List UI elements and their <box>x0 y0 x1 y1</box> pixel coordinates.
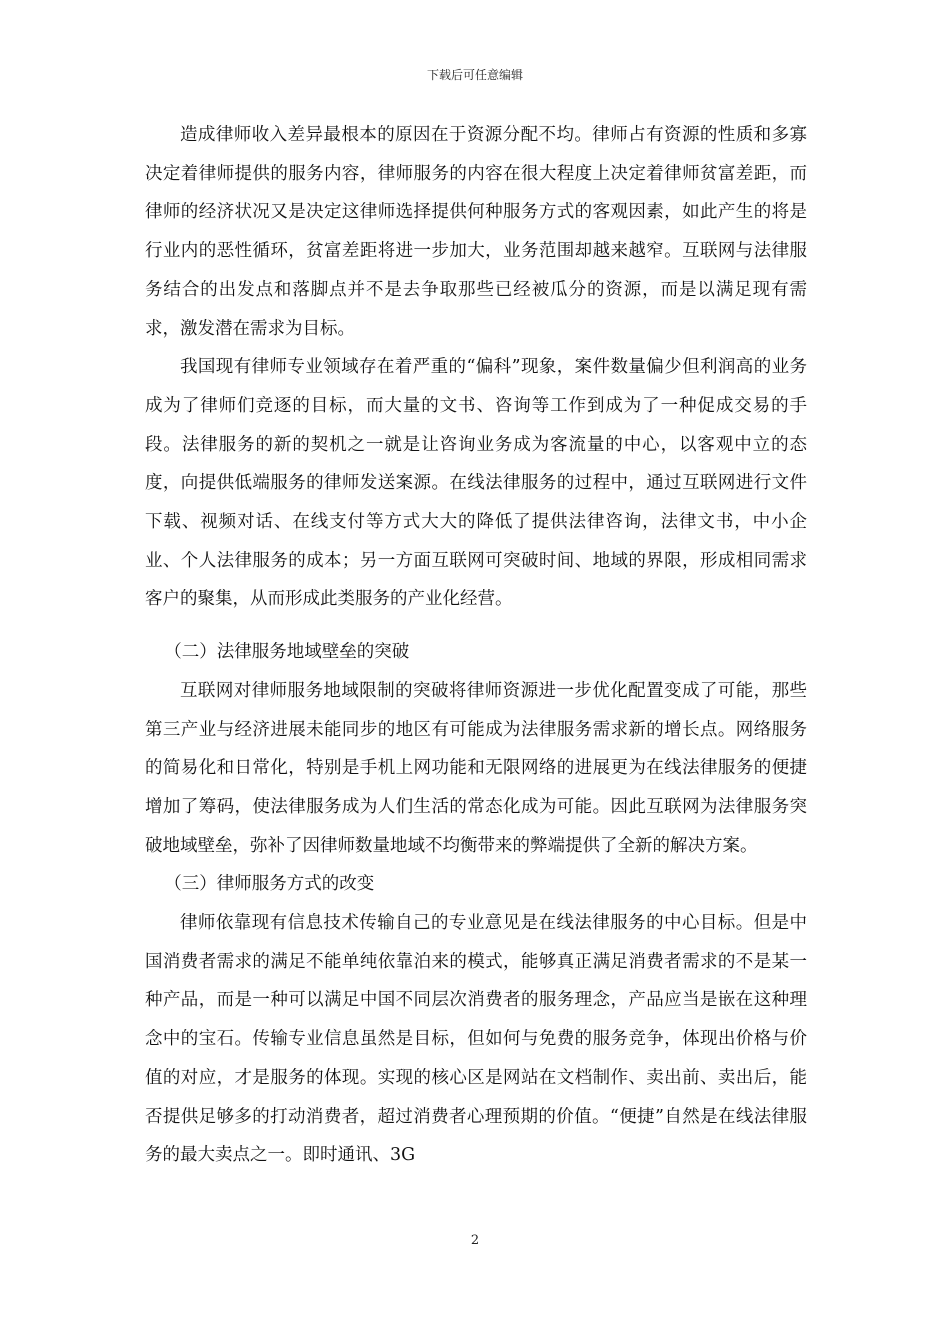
section-heading-regional-barriers: （二）法律服务地域壁垒的突破 <box>164 642 410 663</box>
paragraph-service-mode: 律师依靠现有信息技术传输自己的专业意见是在线法律服务的中心目标。但是中国消费者需求的满足不能单纯依靠泊来的模式，能够真正满足消费者需求的不是某一种产品，而是一种可以满足中国不同层次消费者的服务理念，产品应当是嵌在这种理念中的宝石。传输专业信息虽然是目标，但如何与免费的服务竞争，体现出价格与价值的对应，才是服务的体现。实现的核心区是网站在文档制作、卖出前、卖出后，能否提供足够多的打动消费者，超过消费者心理预期的价值。“便捷”自然是在线法律服务的最大卖点之一。即时通讯、3G <box>145 913 807 1166</box>
paragraph-specialization-imbalance: 我国现有律师专业领域存在着严重的“偏科”现象，案件数量偏少但利润高的业务成为了律师们竞逐的目标，而大量的文书、咨询等工作到成为了一种促成交易的手段。法律服务的新的契机之一就是让咨询业务成为客流量的中心，以客观中立的态度，向提供低端服务的律师发送案源。在线法律服务的过程中，通过互联网进行文件下载、视频对话、在线支付等方式大大的降低了提供法律咨询，法律文书，中小企业、个人法律服务的成本；另一方面互联网可突破时间、地域的界限，形成相同需求客户的聚集，从而形成此类服务的产业化经营。 <box>145 357 807 610</box>
paragraph-resource-allocation: 造成律师收入差异最根本的原因在于资源分配不均。律师占有资源的性质和多寡决定着律师提供的服务内容，律师服务的内容在很大程度上决定着律师贫富差距，而律师的经济状况又是决定这律师选择提供何种服务方式的客观因素，如此产生的将是行业内的恶性循环，贫富差距将进一步加大，业务范围却越来越窄。互联网与法律服务结合的出发点和落脚点并不是去争取那些已经被瓜分的资源，而是以满足现有需求，激发潜在需求为目标。 <box>145 125 807 339</box>
section-gap <box>145 619 807 633</box>
section-heading-service-mode: （三）律师服务方式的改变 <box>164 874 375 895</box>
document-body <box>145 116 807 1175</box>
paragraph-regional-barriers: 互联网对律师服务地域限制的突破将律师资源进一步优化配置变成了可能，那些第三产业与经济进展未能同步的地区有可能成为法律服务需求新的增长点。网络服务的简易化和日常化，特别是手机上网功能和无限网络的进展更为在线法律服务的便捷增加了筹码，使法律服务成为人们生活的常态化成为可能。因此互联网为法律服务突破地域壁垒，弥补了因律师数量地域不均衡带来的弊端提供了全新的解决方案。 <box>145 680 807 856</box>
download-note: 下载后可任意编辑 <box>426 68 523 82</box>
page-number: 2 <box>470 1233 480 1248</box>
